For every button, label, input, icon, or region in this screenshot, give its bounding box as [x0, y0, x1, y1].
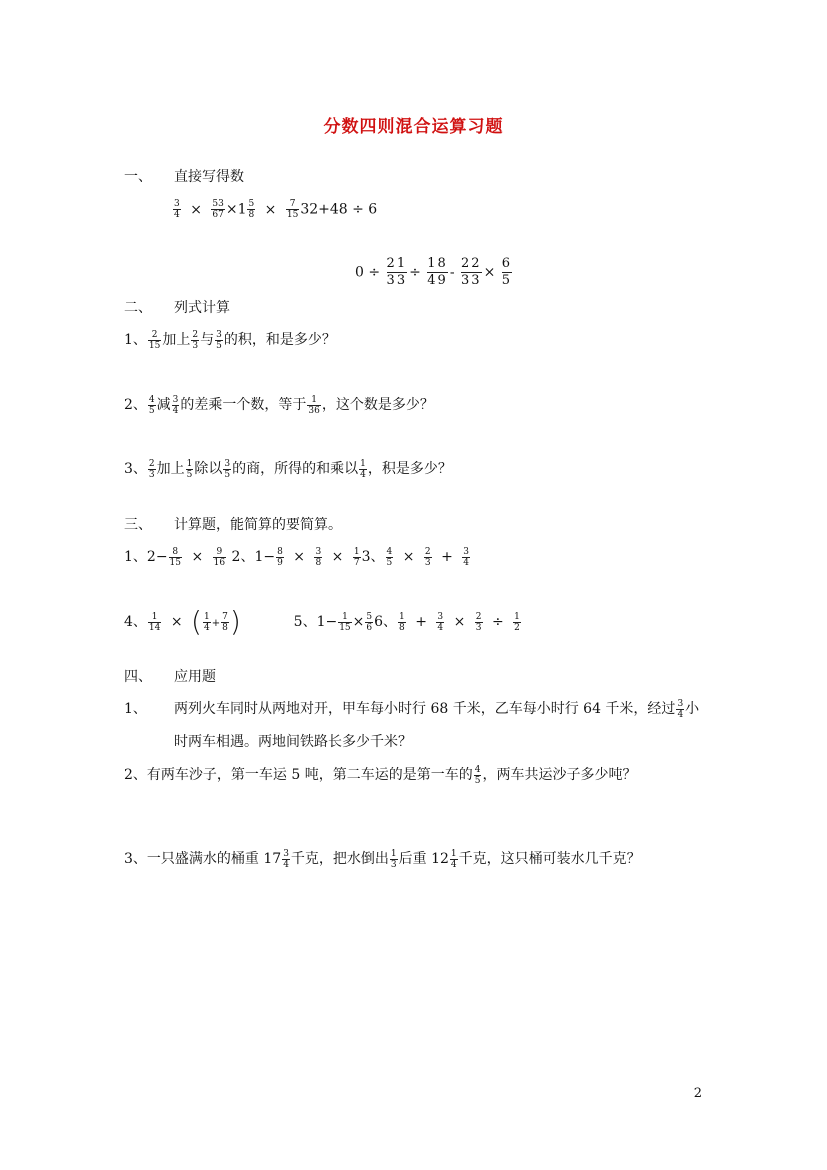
- section-label: 直接写得数: [174, 169, 244, 185]
- fraction: $\frac{5}{6}$: [366, 611, 373, 633]
- section-number: 三、: [124, 517, 152, 533]
- s3-row-2: 4、 $\frac{1}{14}$ × ( $\frac{1}{4}$ + $\frac{7}{8}$ ) 5、1− $\frac{1}{15}$ × $\frac{5}{6}$ 6、 $\frac{1}{8}$ + $\frac{3}{4}$ × $\frac{2}{3}$ ÷ $\frac{1}{2}$: [124, 605, 520, 638]
- fraction: $\frac{1}{8}$: [399, 611, 405, 633]
- operator: ×: [483, 264, 496, 281]
- fraction: $\frac{7}{8}$: [222, 611, 228, 633]
- fraction: $\frac{22}{33}$: [461, 256, 482, 288]
- section-number: 一、: [124, 169, 152, 185]
- fraction: $\frac{1}{4}$: [360, 458, 366, 480]
- fraction: $\frac{3}{4}$: [283, 848, 289, 870]
- s2-question-1: 1、 $\frac{2}{15}$ 加上 $\frac{2}{3}$ 与 $\frac{3}{5}$ 的积，和是多少？: [124, 329, 336, 351]
- fraction: $\frac{3}{4}$: [463, 546, 469, 568]
- section-label: 计算题，能简算的要简算。: [174, 517, 342, 533]
- fraction: $\frac{4}{5}$: [386, 546, 393, 568]
- fraction: $\frac{1}{7}$: [353, 546, 360, 568]
- fraction: $\frac{2}{3}$: [148, 458, 155, 480]
- section-number: 四、: [124, 669, 152, 685]
- fraction: $\frac{18}{49}$: [427, 256, 448, 288]
- fraction: $\frac{3}{5}$: [216, 329, 222, 351]
- operator: ×: [264, 201, 277, 218]
- fraction: $\frac{21}{33}$: [386, 256, 408, 288]
- fraction: $\frac{1}{4}$: [450, 848, 457, 870]
- mixed-whole: 1: [237, 201, 247, 218]
- s2-question-3: 3、 $\frac{2}{3}$ 加上 $\frac{1}{5}$ 除以 $\frac{3}{5}$ 的商，所得的和乘以 $\frac{1}{4}$ ，积是多少？: [124, 458, 452, 480]
- fraction: $\frac{1}{14}$: [148, 611, 161, 633]
- fraction: $\frac{2}{3}$: [475, 611, 482, 633]
- s4-question-3: 3、一只盛满水的桶重 17 $\frac{3}{4}$ 千克，把水倒出 $\frac{1}{3}$ 后重 12 $\frac{1}{4}$ 千克，这只桶可装水几千克？: [124, 848, 641, 870]
- fraction: $\frac{3}{8}$: [315, 546, 322, 568]
- fraction: $\frac{2}{15}$: [148, 329, 161, 351]
- fraction: $\frac{4}{5}$: [474, 764, 481, 786]
- fraction: $\frac{3}{4}$: [677, 698, 684, 720]
- expression-tail: 32+48 ÷ 6: [300, 201, 378, 218]
- fraction: $\frac{1}{3}$: [390, 848, 397, 870]
- operator: ×: [190, 201, 202, 218]
- fraction: $\frac{8}{15}$: [169, 546, 181, 568]
- operator: ×: [225, 201, 238, 218]
- s3-row-1: 1、2− $\frac{8}{15}$ × $\frac{9}{16}$ 2、1− $\frac{8}{9}$ × $\frac{3}{8}$ × $\frac{1}{7}$ 3、 $\frac{4}{5}$ × $\frac{2}{3}$ + $\frac{3}{4}$: [124, 546, 469, 568]
- section-4-heading: [124, 666, 216, 686]
- fraction: $\frac{3}{4}$: [437, 611, 444, 633]
- section-1-heading: [124, 166, 244, 186]
- fraction: $\frac{6}{5}$: [501, 256, 513, 288]
- s1-expression-row-1: [172, 199, 377, 220]
- fraction: $\frac{1}{15}$: [339, 611, 351, 633]
- fraction: $\frac{2}{3}$: [192, 329, 199, 351]
- s1-expression-row-2: [355, 256, 514, 289]
- fraction: $\frac{9}{16}$: [213, 546, 226, 568]
- fraction: $\frac{5}{8}$: [248, 199, 255, 220]
- operator: -: [449, 264, 455, 281]
- fraction: $\frac{8}{9}$: [277, 546, 283, 568]
- section-2-heading: [124, 297, 230, 317]
- fraction: $\frac{1}{4}$: [203, 611, 210, 633]
- s4-question-1-cont: 时两车相遇。两地间铁路长多少千米？: [174, 734, 412, 750]
- fraction: $\frac{4}{5}$: [148, 394, 155, 416]
- fraction: $\frac{3}{4}$: [172, 394, 179, 416]
- fraction: $\frac{3}{4}$: [174, 199, 180, 220]
- fraction: $\frac{7}{15}$: [286, 199, 299, 220]
- fraction: $\frac{3}{5}$: [224, 458, 231, 480]
- fraction: $\frac{1}{5}$: [186, 458, 193, 480]
- page-number: 2: [693, 1086, 702, 1101]
- s4-question-2: 2、有两车沙子，第一车运 5 吨，第二车运的是第一车的 $\frac{4}{5}$ ，两车共运沙子多少吨？: [124, 764, 637, 786]
- fraction: $\frac{1}{2}$: [514, 611, 520, 633]
- section-label: 应用题: [174, 669, 216, 685]
- section-number: 二、: [124, 300, 152, 316]
- s4-question-1: 1、 两列火车同时从两地对开，甲车每小时行 68 千米，乙车每小时行 64 千米，经过 $\frac{3}{4}$ 小: [124, 698, 700, 720]
- fraction: $\frac{1}{36}$: [308, 394, 320, 416]
- expression-prefix: 0 ÷: [355, 264, 381, 281]
- section-3-heading: [124, 514, 342, 534]
- fraction: $\frac{53}{67}$: [212, 199, 224, 220]
- fraction: $\frac{2}{3}$: [424, 546, 431, 568]
- operator: ÷: [409, 264, 421, 281]
- page-title: 分数四则混合运算习题: [323, 117, 504, 137]
- section-label: 列式计算: [174, 300, 230, 316]
- s2-question-2: 2、 $\frac{4}{5}$ 减 $\frac{3}{4}$ 的差乘一个数，等于 $\frac{1}{36}$ ，这个数是多少？: [124, 394, 434, 416]
